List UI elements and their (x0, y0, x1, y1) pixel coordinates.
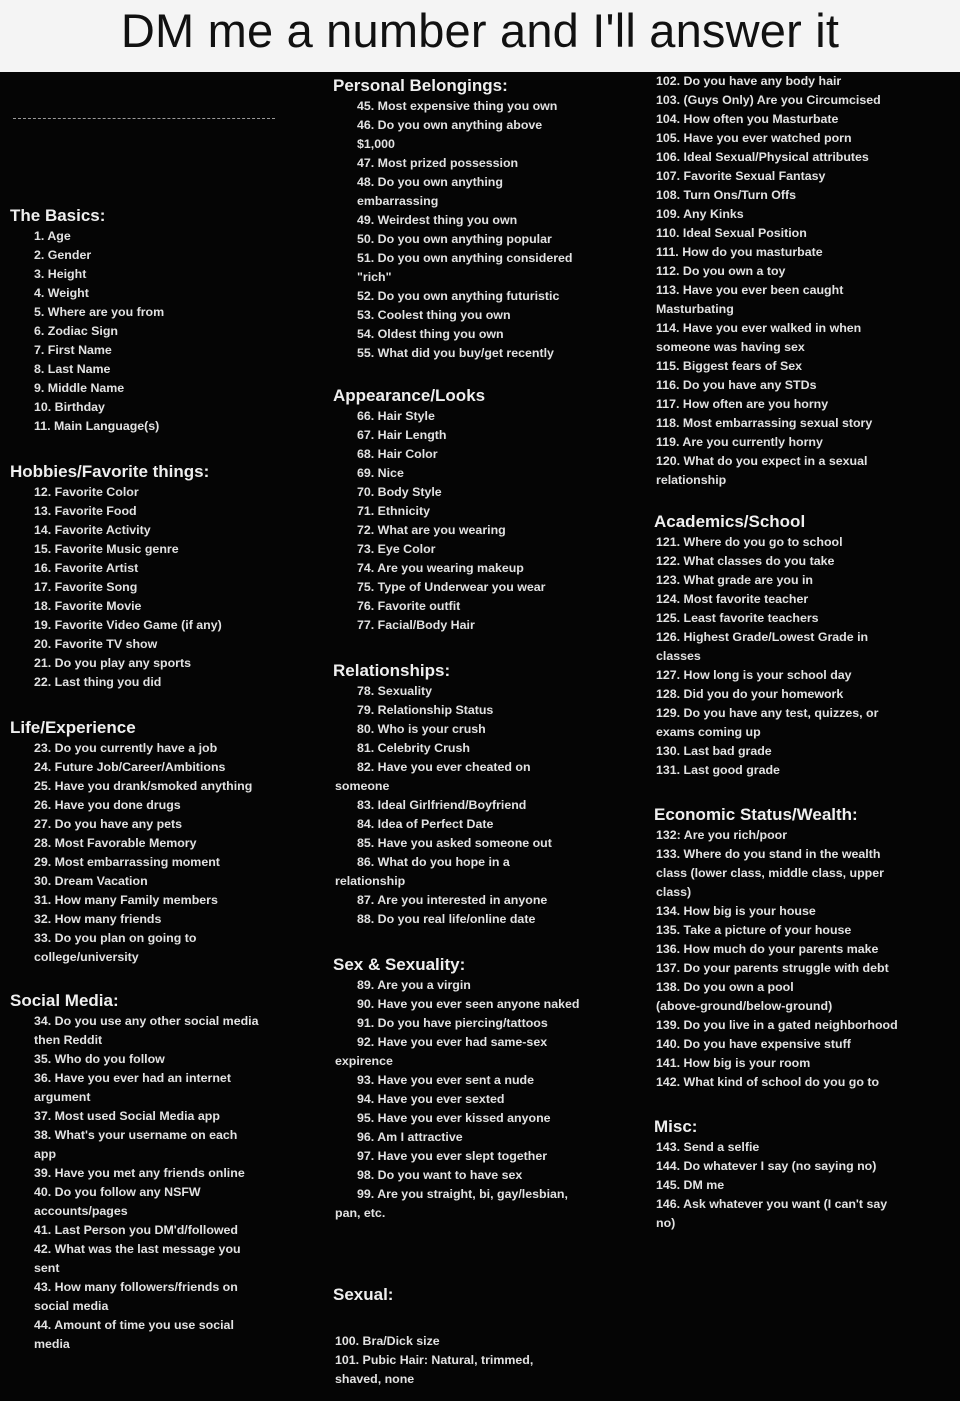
question-item: 123. What grade are you in (656, 573, 813, 587)
question-item: 8. Last Name (34, 362, 111, 376)
question-item: 26. Have you done drugs (34, 798, 181, 812)
question-item: 40. Do you follow any NSFW accounts/pages (34, 1185, 201, 1218)
question-item: 83. Ideal Girlfriend/Boyfriend (357, 798, 527, 812)
question-item: 135. Take a picture of your house (656, 923, 852, 937)
question-item: 146. Ask whatever you want (I can't say no) (656, 1197, 888, 1230)
question-item: 20. Favorite TV show (34, 637, 158, 651)
question-item: 72. What are you wearing (357, 523, 506, 537)
question-item: 139. Do you live in a gated neighborhood (656, 1018, 898, 1032)
question-item: 121. Where do you go to school (656, 535, 843, 549)
question-item: 107. Favorite Sexual Fantasy (656, 169, 826, 183)
question-item: 92. Have you ever had same-sex (357, 1035, 548, 1049)
question-item: 3. Height (34, 267, 87, 281)
question-item: 88. Do you real life/online date (357, 912, 536, 926)
question-item: 80. Who is your crush (357, 722, 486, 736)
question-item: 10. Birthday (34, 400, 105, 414)
section-life-experience (10, 717, 302, 967)
question-item: 66. Hair Style (357, 409, 435, 423)
question-item: 112. Do you own a toy (656, 264, 786, 278)
question-item: 131. Last good grade (656, 763, 780, 777)
section-heading: Life/Experience (10, 718, 136, 737)
section-hobbies (10, 461, 302, 692)
question-item: 87. Are you interested in anyone (357, 893, 548, 907)
question-item: 125. Least favorite teachers (656, 611, 819, 625)
page-title: DM me a number and I'll answer it (120, 4, 840, 57)
question-item: 16. Favorite Artist (34, 561, 139, 575)
section-the-basics (10, 205, 302, 436)
question-item: 119. Are you currently horny (656, 435, 823, 449)
question-item: 24. Future Job/Career/Ambitions (34, 760, 226, 774)
question-item: 46. Do you own anything above $1,000 (357, 118, 543, 151)
question-list (654, 72, 954, 490)
question-item: 105. Have you ever watched porn (656, 131, 852, 145)
question-list (333, 891, 633, 929)
question-item: 143. Send a selfie (656, 1140, 760, 1154)
wrapped-line: expirence (335, 1054, 393, 1068)
question-list (654, 1138, 954, 1233)
question-item: 13. Favorite Food (34, 504, 137, 518)
question-item: 89. Are you a virgin (357, 978, 471, 992)
question-item: 130. Last bad grade (656, 744, 772, 758)
section-misc (654, 1116, 954, 1233)
section-personal-belongings (333, 75, 633, 363)
question-item: 109. Any Kinks (656, 207, 744, 221)
question-item: 67. Hair Length (357, 428, 447, 442)
question-item: 51. Do you own anything considered "rich" (357, 251, 573, 284)
question-item: 106. Ideal Sexual/Physical attributes (656, 150, 869, 164)
section-heading: Academics/School (654, 512, 806, 531)
question-item: 48. Do you own anything embarrassing (357, 175, 503, 208)
section-heading: Social Media: (10, 991, 119, 1010)
question-item: 134. How big is your house (656, 904, 816, 918)
wrapped-line: relationship (335, 874, 406, 888)
section-heading: Personal Belongings: (333, 76, 508, 95)
question-item: 50. Do you own anything popular (357, 232, 552, 246)
question-list (333, 796, 633, 872)
question-item: 97. Have you ever slept together (357, 1149, 548, 1163)
question-item: 142. What kind of school do you go to (656, 1075, 880, 1089)
question-item: 39. Have you met any friends online (34, 1166, 245, 1180)
question-item: 127. How long is your school day (656, 668, 852, 682)
question-item: 141. How big is your room (656, 1056, 811, 1070)
question-item: 103. (Guys Only) Are you Circumcised (656, 93, 881, 107)
question-list (333, 97, 633, 363)
question-item: 70. Body Style (357, 485, 442, 499)
question-item: 122. What classes do you take (656, 554, 835, 568)
question-list (333, 1071, 633, 1204)
question-item: 98. Do you want to have sex (357, 1168, 523, 1182)
question-item: 2. Gender (34, 248, 92, 262)
question-block: 100. Bra/Dick size 101. Pubic Hair: Natural, trimmed, shaved, none (335, 1334, 534, 1386)
question-item: 114. Have you ever walked in when someone was having sex (656, 321, 862, 354)
question-item: 68. Hair Color (357, 447, 438, 461)
question-item: 30. Dream Vacation (34, 874, 148, 888)
question-item: 47. Most prized possession (357, 156, 519, 170)
question-item: 132: Are you rich/poor (656, 828, 788, 842)
question-item: 84. Idea of Perfect Date (357, 817, 494, 831)
question-item: 79. Relationship Status (357, 703, 494, 717)
question-item: 69. Nice (357, 466, 404, 480)
question-item: 137. Do your parents struggle with debt (656, 961, 889, 975)
section-heading: Appearance/Looks (333, 386, 486, 405)
question-item: 35. Who do you follow (34, 1052, 165, 1066)
question-item: 75. Type of Underwear you wear (357, 580, 546, 594)
question-item: 76. Favorite outfit (357, 599, 461, 613)
question-item: 113. Have you ever been caught Masturbating (656, 283, 844, 316)
question-item: 115. Biggest fears of Sex (656, 359, 803, 373)
question-item: 22. Last thing you did (34, 675, 162, 689)
section-academics (654, 511, 954, 780)
question-item: 6. Zodiac Sign (34, 324, 118, 338)
section-relationships (333, 660, 633, 929)
question-item: 90. Have you ever seen anyone naked (357, 997, 580, 1011)
question-item: 118. Most embarrassing sexual story (656, 416, 873, 430)
question-item: 21. Do you play any sports (34, 656, 191, 670)
question-list (333, 407, 633, 635)
question-item: 18. Favorite Movie (34, 599, 142, 613)
section-social-media (10, 990, 302, 1354)
question-item: 27. Do you have any pets (34, 817, 183, 831)
question-list (10, 1012, 302, 1354)
question-item: 95. Have you ever kissed anyone (357, 1111, 551, 1125)
question-item: 74. Are you wearing makeup (357, 561, 524, 575)
dashed-divider (13, 118, 275, 119)
question-item: 120. What do you expect in a sexual relationship (656, 454, 868, 487)
question-item: 111. How do you masturbate (656, 245, 823, 259)
question-item: 99. Are you straight, bi, gay/lesbian, (357, 1187, 568, 1201)
question-item: 81. Celebrity Crush (357, 741, 470, 755)
question-item: 7. First Name (34, 343, 112, 357)
question-item: 34. Do you use any other social media then Reddit (34, 1014, 259, 1047)
section-sex-continued (654, 72, 954, 490)
question-item: 5. Where are you from (34, 305, 165, 319)
question-list (654, 533, 954, 780)
question-item: 49. Weirdest thing you own (357, 213, 518, 227)
question-item: 102. Do you have any body hair (656, 74, 842, 88)
question-item: 38. What's your username on each app (34, 1128, 238, 1161)
question-item: 32. How many friends (34, 912, 162, 926)
question-item: 110. Ideal Sexual Position (656, 226, 807, 240)
question-item: 29. Most embarrassing moment (34, 855, 220, 869)
question-item: 15. Favorite Music genre (34, 542, 179, 556)
section-sex-sexuality (333, 954, 633, 1223)
question-item: 96. Am I attractive (357, 1130, 463, 1144)
question-item: 129. Do you have any test, quizzes, or exams coming up (656, 706, 879, 739)
question-list (333, 682, 633, 777)
section-heading: Economic Status/Wealth: (654, 805, 858, 824)
section-heading: Misc: (654, 1117, 698, 1136)
question-item: 19. Favorite Video Game (if any) (34, 618, 222, 632)
question-item: 138. Do you own a pool (above-ground/below-ground) (656, 980, 833, 1013)
question-item: 124. Most favorite teacher (656, 592, 809, 606)
question-item: 78. Sexuality (357, 684, 433, 698)
section-heading: Hobbies/Favorite things: (10, 462, 210, 481)
question-item: 43. How many followers/friends on social media (34, 1280, 238, 1313)
question-item: 117. How often are you horny (656, 397, 829, 411)
question-list (10, 739, 302, 967)
section-heading: The Basics: (10, 206, 106, 225)
question-item: 42. What was the last message you sent (34, 1242, 241, 1275)
section-heading: Sex & Sexuality: (333, 955, 466, 974)
question-item: 77. Facial/Body Hair (357, 618, 475, 632)
question-item: 126. Highest Grade/Lowest Grade in classes (656, 630, 869, 663)
question-item: 104. How often you Masturbate (656, 112, 839, 126)
title-banner (0, 0, 960, 72)
question-item: 31. How many Family members (34, 893, 218, 907)
section-sexual (333, 1284, 633, 1389)
question-item: 145. DM me (656, 1178, 725, 1192)
question-item: 116. Do you have any STDs (656, 378, 817, 392)
question-list (10, 227, 302, 436)
question-item: 37. Most used Social Media app (34, 1109, 220, 1123)
question-item: 91. Do you have piercing/tattoos (357, 1016, 548, 1030)
section-heading: Relationships: (333, 661, 451, 680)
question-item: 133. Where do you stand in the wealth class (lower class, middle class, upper class) (656, 847, 884, 899)
question-item: 82. Have you ever cheated on (357, 760, 531, 774)
question-item: 128. Did you do your homework (656, 687, 844, 701)
question-item: 25. Have you drank/smoked anything (34, 779, 253, 793)
question-item: 54. Oldest thing you own (357, 327, 504, 341)
question-item: 86. What do you hope in a (357, 855, 510, 869)
question-item: 17. Favorite Song (34, 580, 138, 594)
question-item: 9. Middle Name (34, 381, 125, 395)
question-item: 136. How much do your parents make (656, 942, 879, 956)
question-item: 45. Most expensive thing you own (357, 99, 558, 113)
question-item: 71. Ethnicity (357, 504, 430, 518)
question-item: 23. Do you currently have a job (34, 741, 218, 755)
question-item: 94. Have you ever sexted (357, 1092, 505, 1106)
question-item: 4. Weight (34, 286, 89, 300)
question-item: 11. Main Language(s) (34, 419, 160, 433)
question-item: 144. Do whatever I say (no saying no) (656, 1159, 877, 1173)
question-item: 44. Amount of time you use social media (34, 1318, 234, 1351)
question-item: 108. Turn Ons/Turn Offs (656, 188, 796, 202)
question-item: 85. Have you asked someone out (357, 836, 552, 850)
question-list (333, 976, 633, 1052)
question-list (654, 826, 954, 1092)
section-economic-status (654, 804, 954, 1092)
question-item: 140. Do you have expensive stuff (656, 1037, 851, 1051)
question-item: 93. Have you ever sent a nude (357, 1073, 534, 1087)
section-appearance (333, 385, 633, 635)
question-item: 36. Have you ever had an internet argument (34, 1071, 231, 1104)
question-item: 1. Age (34, 229, 71, 243)
question-item: 12. Favorite Color (34, 485, 139, 499)
question-item: 53. Coolest thing you own (357, 308, 511, 322)
wrapped-line: someone (335, 779, 390, 793)
question-item: 55. What did you buy/get recently (357, 346, 554, 360)
question-item: 14. Favorite Activity (34, 523, 151, 537)
question-item: 33. Do you plan on going to college/university (34, 931, 197, 964)
question-item: 41. Last Person you DM'd/followed (34, 1223, 238, 1237)
section-heading: Sexual: (333, 1285, 394, 1304)
question-item: 28. Most Favorable Memory (34, 836, 197, 850)
wrapped-line: pan, etc. (335, 1206, 386, 1220)
question-item: 73. Eye Color (357, 542, 436, 556)
question-list (10, 483, 302, 692)
question-item: 52. Do you own anything futuristic (357, 289, 560, 303)
